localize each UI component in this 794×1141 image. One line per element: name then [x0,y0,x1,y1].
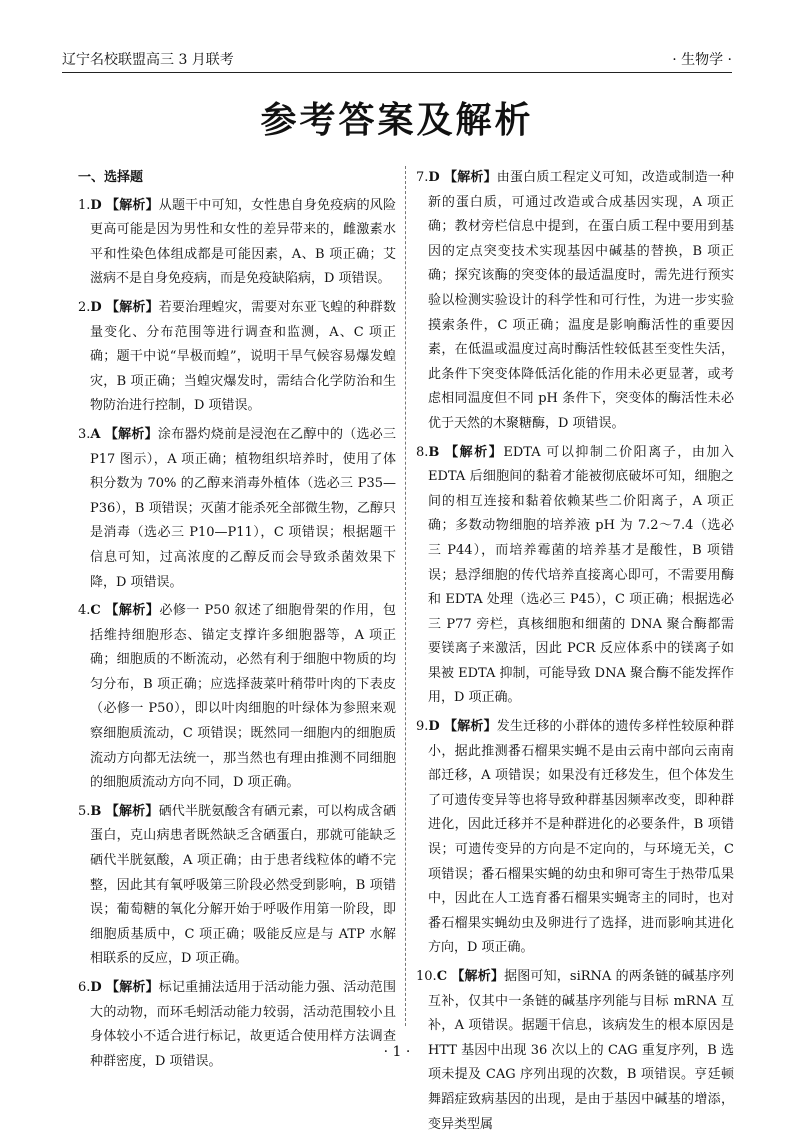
analysis-tag: 【解析】 [105,803,159,819]
answer-choice: D [90,197,102,213]
answer-choice: D [90,980,102,995]
answer-text: 必修一 P50 叙述了细胞骨架的作用，包括维持细胞形态、锚定支撑许多细胞器等，A 项正确；细胞质的不断流动，必然有利于细胞中物质的均匀分布，B 项正确；应选择菠菜叶稍带叶肉的下表皮（必修一 P50），即以叶肉细胞的叶绿体为参照来观察细胞质流动，C 项错误；既然同一细胞内的细胞质流动方向都无法统一，那当然也有理由推测不同细胞的细胞质流动方向不同，D 项正确。 [90,603,396,791]
answer-number: 10. [416,969,437,984]
answer-text: 硒代半胱氨酸含有硒元素，可以构成含硒蛋白，克山病患者既然缺乏含硒蛋白，那就可能缺乏硒代半胱氨酸，A 项正确；由于患者线粒体的嵴不完整，因此其有氧呼吸第三阶段必然受到影响，B 项错误；葡萄糖的氧化分解开始于呼吸作用第一阶段，即细胞质基质中，C 项正确；吸能反应是与 ATP 水解相联系的反应，D 项正确。 [90,803,396,967]
subject-name: · 生物学 · [672,52,732,68]
page-header [62,50,732,73]
left-column [78,166,396,1078]
answer-item-9 [416,715,734,961]
answer-choice: C [436,969,448,984]
answer-number: 9. [416,719,429,735]
answer-text: 发生迁移的小群体的遗传多样性较原种群小，据此推测番石榴果实蝇不是由云南中部向云南南部迁移，A 项错误；如果没有迁移发生，但个体发生了可遗传变异等也将导致种群基因频率改变，即种群进化，因此迁移并不是种群进化的必要条件，B 项错误；可遗传变异的方向是不定向的，与环境无关，C 项错误；番石榴果实蝇的幼虫和卵可寄生于热带瓜果中，因此在人工选育番石榴果实蝇寄主的同时，也对番石榴果实蝇幼虫及卵进行了选择，进而影响其进化方向，D 项正确。 [428,719,734,956]
answer-item-4 [78,599,396,796]
analysis-tag: 【解析】 [444,719,497,735]
answer-choice: C [90,603,101,619]
answer-choice: B [90,803,102,819]
answer-number: 3. [78,426,91,442]
answer-text: 由蛋白质工程定义可知，改造或制造一种新的蛋白质，可通过改造或合成基因实现，A 项正确；教材旁栏信息中提到，在蛋白质工程中要用到基因的定点突变技术实现基因中碱基的替换，B 项正确；探究该酶的突变体的最适温度时，需先进行预实验以检测实验设计的科学性和可行性，为进一步实验摸索条件，C 项正确；温度是影响酶活性的重要因素，在低温或温度过高时酶活性较低甚至变性失活，此条件下突变体降低活化能的作用未必更显著，或考虑相同温度但不同 pH 条件下，突变体的酶活性未必优于天然的木聚糖酶，D 项错误。 [428,170,734,431]
column-divider [405,166,406,1026]
answer-text: EDTA 可以抑制二价阳离子，由加入 EDTA 后细胞间的黏着才能被彻底破坏可知，细胞之间的相互连接和黏着依赖某些二价阳离子，A 项正确；多数动物细胞的培养液 pH 为 7.2～7.4（选必三 P44），而培养霉菌的培养基才是酸性，B 项错误；悬浮细胞的传代培养直接离心即可，不需要用酶和 EDTA 处理（选必三 P45），C 项正确；根据选必三 P77 旁栏，真核细胞和细菌的 DNA 聚合酶都需要镁离子来激活，因此 PCR 反应体系中的镁离子如果被 EDTA 抑制，可能导致 DNA 聚合酶不能发挥作用，D 项正确。 [428,444,734,706]
analysis-tag: 【解析】 [105,603,160,619]
answer-number: 6. [78,980,91,995]
answer-text: 标记重捕法适用于活动能力强、活动范围大的动物，而环毛蚓活动能力较弱，活动范围较小且身体较小不适合进行标记，故更适合使用样方法调查种群密度，D 项错误。 [90,980,396,1069]
answer-number: 4. [78,603,91,619]
analysis-tag: 【解析】 [445,444,504,460]
analysis-tag: 【解析】 [444,170,497,185]
answer-item-1 [78,194,396,292]
answer-text: 涂布器灼烧前是浸泡在乙醇中的（选必三 P17 图示），A 项正确；植物组织培养时，使用了体积分数为 70% 的乙醇来消毒外植体（选必三 P35—P36），B 项错误；灭菌才能杀死全部微生物，乙醇只是消毒（选必三 P10—P11），C 项错误；根据题干信息可知，过高浓度的乙醇反而会导致杀菌效果下降，D 项错误。 [90,426,396,590]
answer-item-5 [78,800,396,972]
answer-item-3 [78,423,396,595]
analysis-tag: 【解析】 [451,969,505,984]
answer-item-8 [416,441,734,712]
exam-name: 辽宁名校联盟高三 3 月联考 [62,52,234,68]
answer-number: 5. [78,803,91,819]
right-column [416,166,734,1141]
answer-choice: B [428,444,440,460]
page-number: · 1 · [383,1044,411,1060]
answer-choice: D [90,299,102,315]
answer-item-2 [78,296,396,419]
page-title: 参考答案及解析 [260,100,534,141]
analysis-tag: 【解析】 [106,197,159,213]
answer-text: 据图可知，siRNA 的两条链的碱基序列互补，仅其中一条链的碱基序列能与目标 mRNA 互补，A 项错误。据题干信息，该病发生的根本原因是 HTT 基因中出现 36 次以上的 CAG 重复序列，B 选项未提及 CAG 序列出现的次数，B 项错误。亨廷顿舞蹈症致病基因的出现，是由于基因中碱基的增添，变异类型属 [428,969,734,1132]
section-title: 一、选择题 [78,170,144,185]
answer-choice: D [428,170,440,185]
answer-text: 若要治理蝗灾，需要对东亚飞蝗的种群数量变化、分布范围等进行调查和监测，A、C 项正确；题干中说“旱极而蝗”，说明干旱气候容易爆发蝗灾，B 项正确；当蝗灾爆发时，需结合化学防治和生物防治进行控制，D 项错误。 [90,299,396,414]
answer-item-7 [416,166,734,437]
answer-number: 1. [78,197,91,213]
answer-number: 8. [416,444,429,460]
answer-number: 2. [78,299,91,315]
answer-text: 从题干中可知，女性患自身免疫病的风险更高可能是因为男性和女性的差异带来的，雌激素水平和性染色体组成都是可能因素，A、B 项正确；艾滋病不是自身免疫病，而是免疫缺陷病，D 项错误。 [90,197,396,287]
answer-choice: D [428,719,440,735]
answer-number: 7. [416,170,429,185]
analysis-tag: 【解析】 [104,426,158,442]
analysis-tag: 【解析】 [106,299,159,315]
analysis-tag: 【解析】 [106,980,159,995]
answer-choice: A [90,426,101,442]
